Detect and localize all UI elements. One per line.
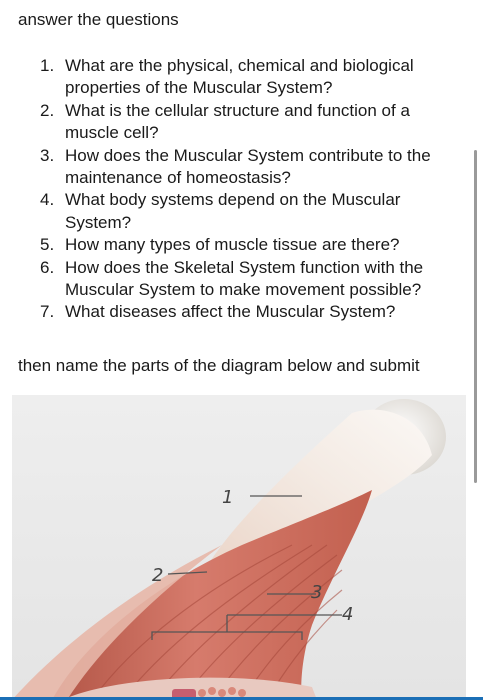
intro-text: answer the questions — [18, 10, 179, 29]
question-number: 2. — [40, 100, 55, 120]
question-item — [18, 301, 468, 323]
question-number: 1. — [40, 56, 55, 75]
question-item — [18, 189, 468, 234]
label-3: 3 — [311, 582, 323, 603]
label-1: 1 — [222, 487, 234, 508]
muscle-diagram — [12, 395, 466, 700]
question-text: What body systems depend on the Muscular System? — [65, 190, 401, 232]
question-text: How many types of muscle tissue are there? — [65, 235, 400, 255]
question-list — [18, 55, 468, 324]
question-item — [18, 55, 468, 100]
question-number: 5. — [40, 235, 55, 255]
label-4: 4 — [342, 604, 354, 625]
scrollbar[interactable] — [474, 150, 477, 483]
question-text: What diseases affect the Muscular System? — [65, 302, 396, 322]
question-item — [18, 145, 468, 190]
question-number: 7. — [40, 302, 55, 322]
question-item — [18, 257, 468, 302]
question-number: 4. — [40, 190, 55, 210]
instruction-text: then name the parts of the diagram below and submit — [18, 356, 420, 375]
question-number: 3. — [40, 145, 55, 165]
question-text: How does the Skeletal System function with the Muscular System to make movement possible? — [65, 257, 424, 300]
question-number: 6. — [40, 257, 55, 277]
question-item — [18, 234, 468, 256]
question-text: What is the cellular structure and function of a muscle cell? — [65, 100, 410, 143]
question-text: How does the Muscular System contribute to the maintenance of homeostasis? — [65, 145, 431, 188]
question-item — [18, 100, 468, 145]
question-text: What are the physical, chemical and biological properties of the Muscular System? — [65, 56, 414, 98]
label-2: 2 — [152, 565, 164, 586]
